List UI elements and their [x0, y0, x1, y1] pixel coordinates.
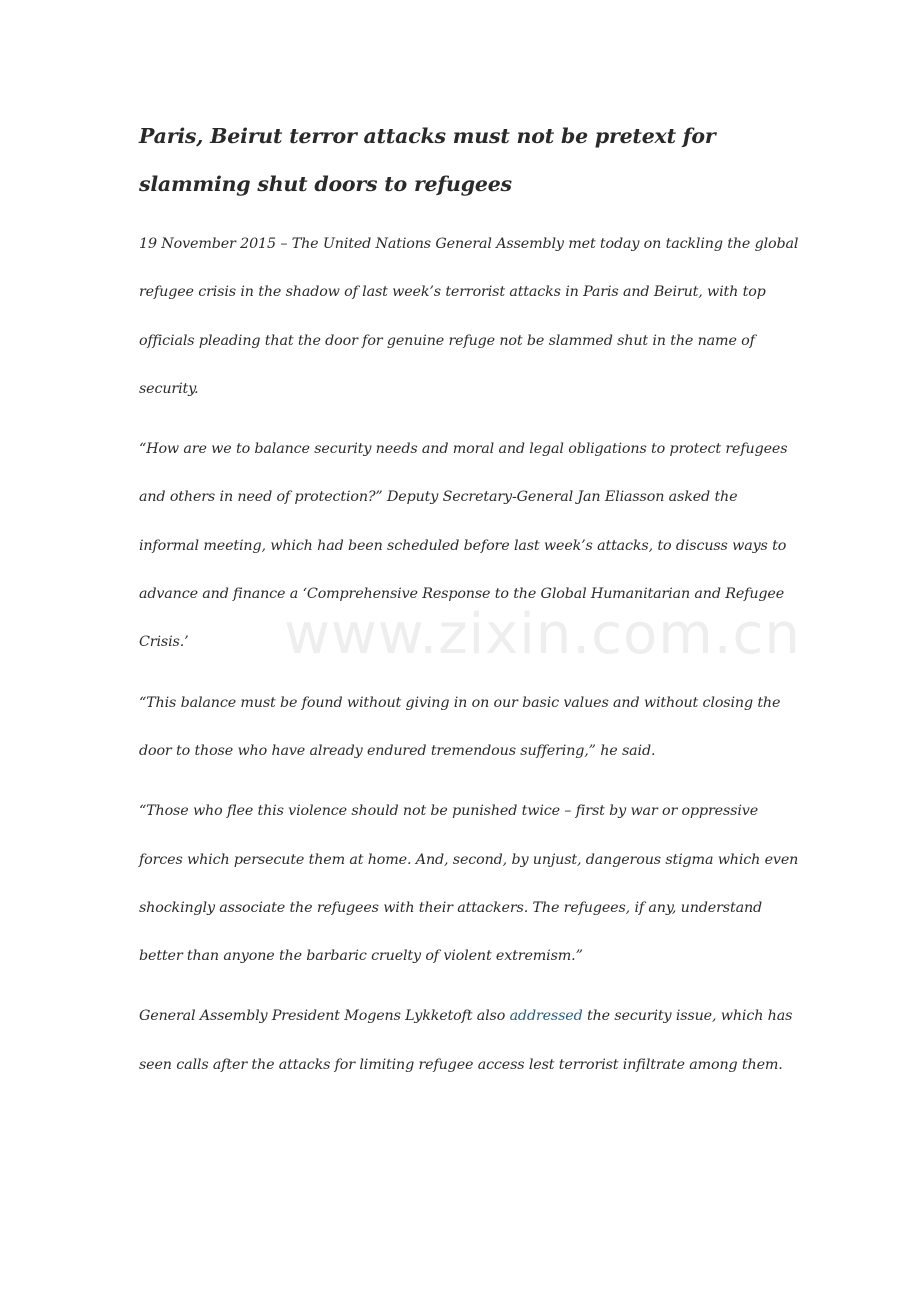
paragraph-4: “Those who flee this violence should not be punished twice – first by war or oppressive forces which persecute them at home. And, second, by unjust, dangerous stigma which even shockingly associate the refugees with their attackers. The refugees, if any, understand better than anyone the barbaric cruelty of violent extremism.”	[139, 803, 799, 965]
article-title: Paris, Beirut terror attacks must not be pretext for slamming shut doors to refugees	[139, 124, 716, 196]
addressed-link[interactable]: addressed	[509, 1008, 583, 1025]
paragraph-1: 19 November 2015 – The United Nations General Assembly met today on tackling the global refugee crisis in the shadow of last week’s terrorist attacks in Paris and Beirut, with top officials pleading that the door for genuine refuge not be slammed shut in the name of security.	[139, 236, 799, 397]
paragraph-3: “This balance must be found without giving in on our basic values and without closing the door to those who have already endured tremendous suffering,” he said.	[139, 694, 781, 759]
paragraph-5	[139, 992, 799, 1089]
paragraph-5-start: General Assembly President Mogens Lykketoft also	[139, 1008, 510, 1025]
article	[139, 112, 799, 1101]
watermark: www.zixin.com.cn	[284, 602, 801, 667]
paragraph-5-end: the security issue, which has seen calls after the attacks for limiting refugee access lest terrorist infiltrate among them.	[139, 1008, 793, 1073]
paragraph-2: “How are we to balance security needs and moral and legal obligations to protect refugees and others in need of protection?” Deputy Secretary-General Jan Eliasson asked the informal meeting, which had been scheduled before last week’s attacks, to discuss ways to advance and finance a ‘Comprehensive Response to the Global Humanitarian and Refugee Crisis.’	[139, 441, 788, 651]
